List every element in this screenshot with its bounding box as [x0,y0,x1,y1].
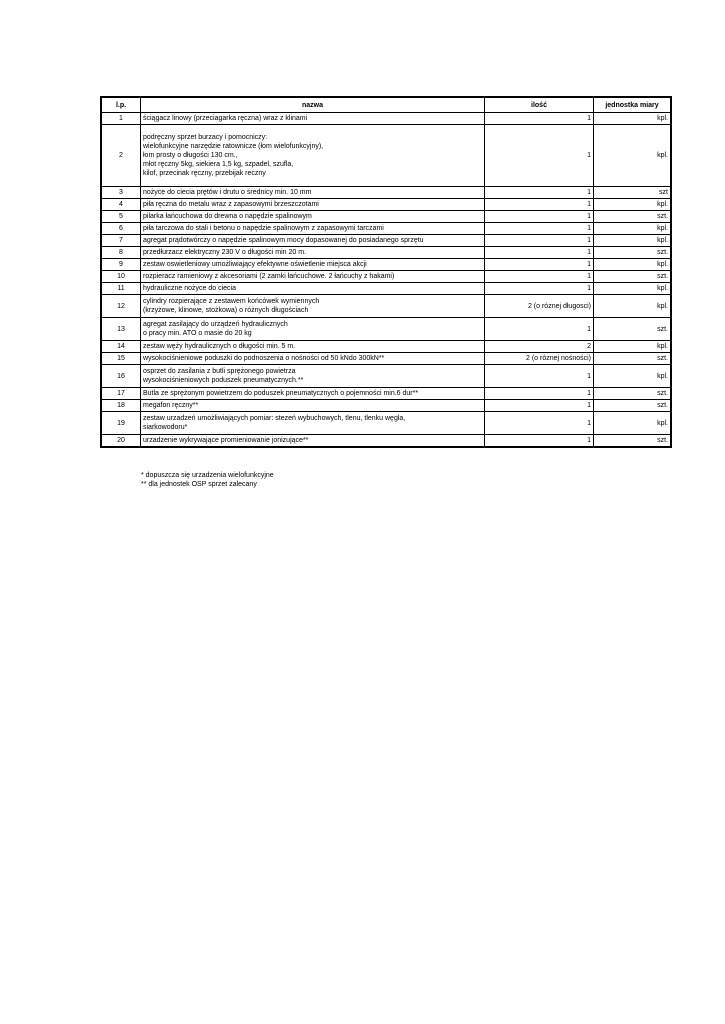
header-qty: ilość [485,97,594,113]
footnote: * dopuszcza się urzadzenia wielofunkcyjne [141,472,274,479]
cell-lp: 12 [101,295,141,318]
cell-name: osprzet do zasilania z butli sprężonego powietrza wysokociśnieniowych poduszek pneumatycznych.** [141,365,485,388]
table-row [101,211,671,223]
cell-unit: szt. [594,247,672,259]
cell-lp: 20 [101,435,141,447]
cell-qty: 1 [485,199,594,211]
cell-qty: 1 [485,247,594,259]
cell-qty: 1 [485,259,594,271]
cell-qty: 2 (o róznej nośności) [485,353,594,365]
cell-unit: kpl. [594,341,672,353]
cell-lp: 15 [101,353,141,365]
cell-lp: 6 [101,223,141,235]
cell-qty: 1 [485,223,594,235]
cell-qty: 1 [485,400,594,412]
cell-unit: szt. [594,271,672,283]
cell-name: urzadzenie wykrywające promieniowanie jonizujące** [141,435,485,447]
cell-unit: szt. [594,353,672,365]
cell-qty: 1 [485,412,594,435]
table-row [101,353,671,365]
cell-unit: szt. [594,400,672,412]
table-row [101,435,671,447]
table-row [101,125,671,187]
table-row [101,295,671,318]
cell-lp: 13 [101,318,141,341]
cell-qty: 1 [485,271,594,283]
cell-qty: 1 [485,211,594,223]
cell-unit: kpl. [594,283,672,295]
cell-name: nożyce do ciecia prętów i drutu o średnicy min. 10 mm [141,187,485,199]
cell-name: zestaw węży hydraulicznych o długości min. 5 m. [141,341,485,353]
cell-lp: 7 [101,235,141,247]
cell-name: pilarka łańcuchowa do drewna o napędzie spalinowym [141,211,485,223]
header-name: nazwa [141,97,485,113]
cell-name: agregat zasilający do urządzeń hydraulicznych o pracy min. ATO o masie do 20 kg [141,318,485,341]
cell-lp: 3 [101,187,141,199]
header-lp: l.p. [101,97,141,113]
footnote: ** dla jednostek OSP sprzet zalecany [141,481,257,488]
cell-name: przedłurzacz elektryczny 230 V o długości min 20 m. [141,247,485,259]
cell-lp: 16 [101,365,141,388]
cell-lp: 10 [101,271,141,283]
cell-unit: kpl. [594,365,672,388]
cell-unit: kpl. [594,235,672,247]
table-row [101,283,671,295]
cell-unit: szt [594,187,672,199]
cell-lp: 11 [101,283,141,295]
cell-qty: 1 [485,365,594,388]
cell-lp: 18 [101,400,141,412]
table-row [101,412,671,435]
cell-unit: kpl. [594,412,672,435]
table-header-row [101,97,671,113]
cell-unit: kpl. [594,125,672,187]
cell-name: zestaw oswietleniowy umożliwiający efektywne oświetlenie miejsca akcji [141,259,485,271]
table-row [101,271,671,283]
table-row [101,400,671,412]
cell-unit: szt. [594,388,672,400]
table-row [101,235,671,247]
cell-lp: 19 [101,412,141,435]
cell-name: megafon ręczny** [141,400,485,412]
cell-lp: 1 [101,113,141,125]
cell-unit: szt. [594,435,672,447]
table-row [101,199,671,211]
cell-name: agregat prądotwórczy o napędzie spalinowym mocy dopasowanej do posiadanego sprzętu [141,235,485,247]
table-row [101,318,671,341]
cell-name: Butla ze sprężonym powietrzem do poduszek pneumatycznych o pojemności min.6 dur** [141,388,485,400]
cell-name: rozpieracz ramieniowy z akcesoriami (2 zamki łańcuchowe. 2 łańcuchy z hakami) [141,271,485,283]
equipment-table [100,96,672,448]
cell-name: piła ręczna do metalu wraz z zapasowymi brzeszczotami [141,199,485,211]
cell-unit: kpl. [594,295,672,318]
cell-qty: 1 [485,318,594,341]
cell-name: wysokociśnieniowe poduszki do podnoszenia o nośności od 50 kNdo 300kN** [141,353,485,365]
table-row [101,365,671,388]
cell-name: cylindry rozpierające z zestawem końcówek wymiennych (krzyżowe, klinowe, stożkowa) o różnych długościach [141,295,485,318]
cell-name: ściągacz linowy (przeciagarka ręczna) wraz z klinami [141,113,485,125]
cell-name: podręczny sprzet burzacy i pomocniczy: wielofunkcyjne narzędzie ratownicze (łom wielofunkcyjny), łom prosty o długości 130 cm., młot ręczny 5kg, siekiera 1,5 kg, szpadel, szufla, kilof, przecinak ręczny, przebijak reczny [141,125,485,187]
table-row [101,341,671,353]
cell-unit: kpl. [594,223,672,235]
cell-unit: kpl. [594,113,672,125]
header-unit: jednostka miary [594,97,672,113]
cell-qty: 1 [485,388,594,400]
cell-qty: 1 [485,125,594,187]
cell-lp: 17 [101,388,141,400]
cell-lp: 8 [101,247,141,259]
cell-lp: 5 [101,211,141,223]
cell-unit: szt. [594,211,672,223]
cell-qty: 1 [485,187,594,199]
cell-name: zestaw urzadzeń umożliwiających pomiar: stezeń wybuchowych, tlenu, tlenku węgla, siarkowodoru* [141,412,485,435]
table-row [101,388,671,400]
cell-qty: 2 [485,341,594,353]
cell-lp: 14 [101,341,141,353]
cell-qty: 2 (o róznej długosci) [485,295,594,318]
cell-qty: 1 [485,113,594,125]
table-row [101,223,671,235]
cell-lp: 2 [101,125,141,187]
cell-lp: 4 [101,199,141,211]
cell-unit: kpl. [594,259,672,271]
table-row [101,187,671,199]
cell-lp: 9 [101,259,141,271]
table-row [101,259,671,271]
footnotes [141,471,274,489]
table-row [101,113,671,125]
cell-name: hydrauliczne nożyce do ciecia [141,283,485,295]
table-row [101,247,671,259]
cell-qty: 1 [485,283,594,295]
cell-unit: szt. [594,318,672,341]
cell-unit: kpl. [594,199,672,211]
cell-name: piła tarczowa do stali i betonu o napędzie spalinowym z zapasowymi tarczami [141,223,485,235]
cell-qty: 1 [485,435,594,447]
cell-qty: 1 [485,235,594,247]
